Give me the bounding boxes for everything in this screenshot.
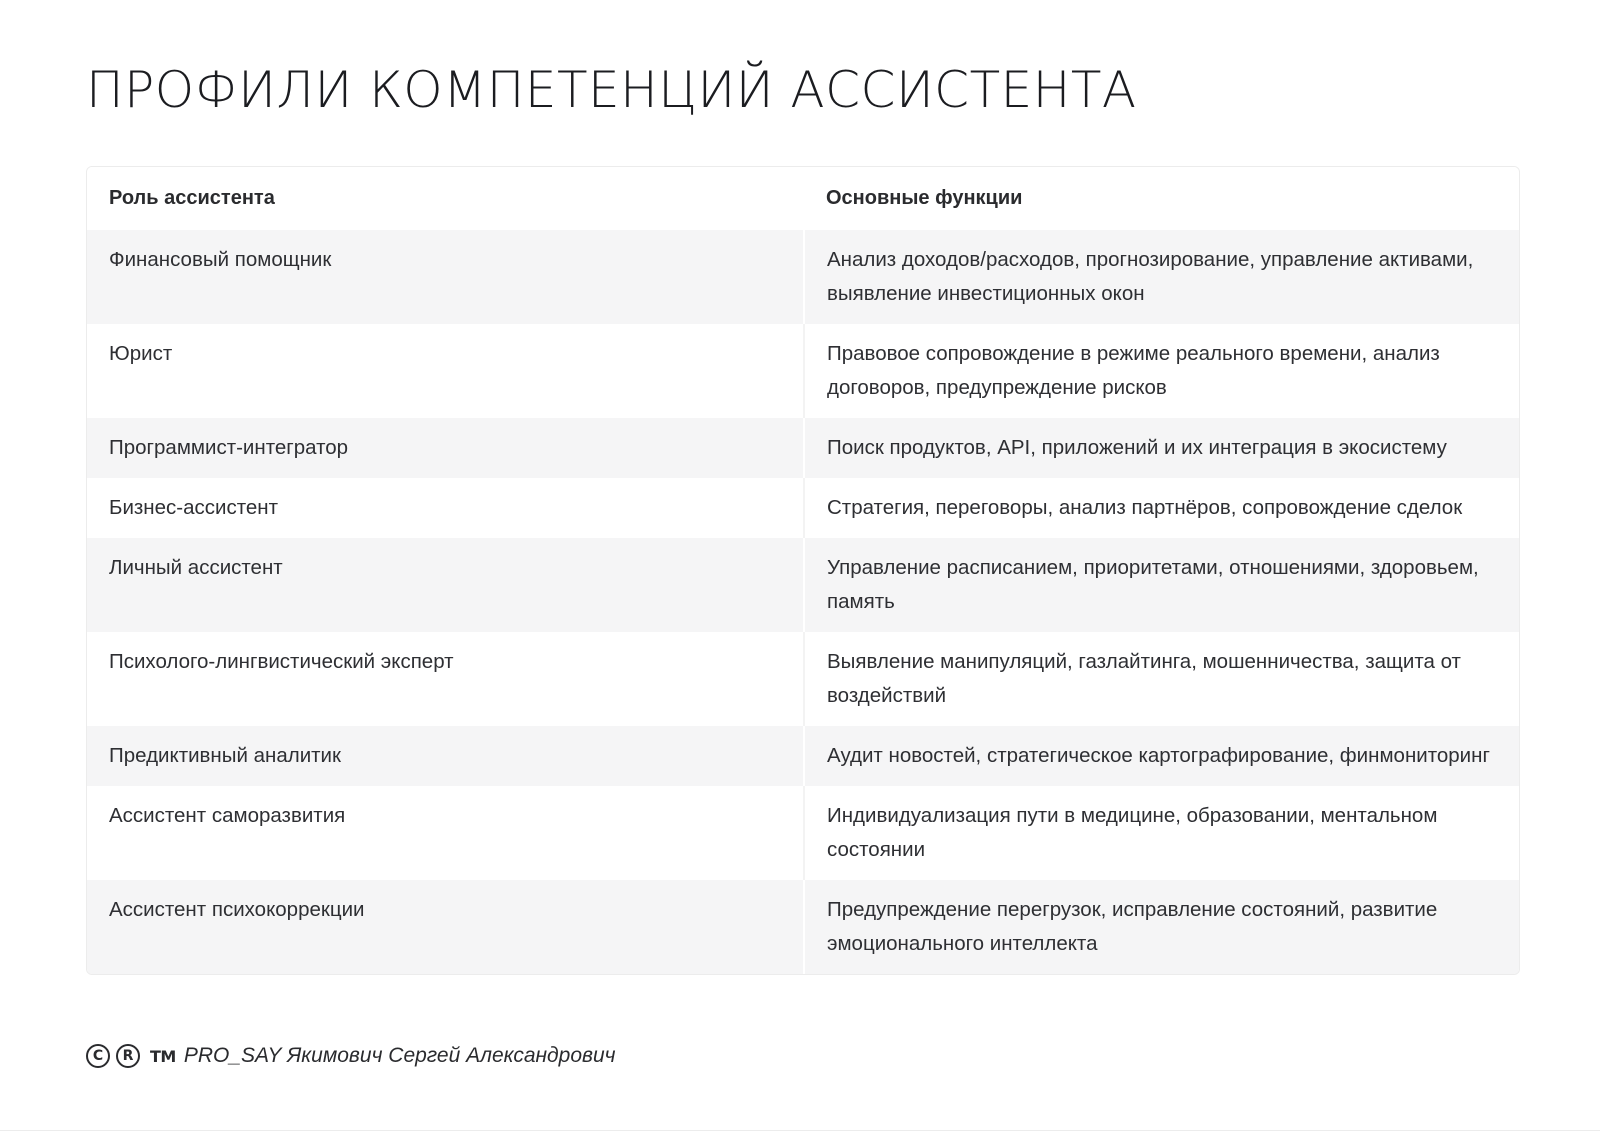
column-header-role: Роль ассистента <box>87 167 804 230</box>
table-row <box>87 478 1520 538</box>
table-row <box>87 786 1520 880</box>
functions-cell: Предупреждение перегрузок, исправление состояний, развитие эмоционального интеллекта <box>804 880 1520 974</box>
trademark-icon: TM <box>150 1046 176 1066</box>
page-title: ПРОФИЛИ КОМПЕТЕНЦИЙ АССИСТЕНТА <box>86 61 1137 119</box>
role-cell: Финансовый помощник <box>87 230 804 324</box>
table-row <box>87 230 1520 324</box>
footer <box>86 1044 616 1068</box>
table-row <box>87 880 1520 974</box>
functions-cell: Правовое сопровождение в режиме реального времени, анализ договоров, предупреждение рисков <box>804 324 1520 418</box>
role-cell: Бизнес-ассистент <box>87 478 804 538</box>
role-cell: Программист-интегратор <box>87 418 804 478</box>
table <box>87 167 1520 974</box>
table-row <box>87 418 1520 478</box>
functions-cell: Выявление манипуляций, газлайтинга, мошенничества, защита от воздействий <box>804 632 1520 726</box>
footer-text: PRO_SAY Якимович Сергей Александрович <box>183 1044 616 1067</box>
role-cell: Ассистент психокоррекции <box>87 880 804 974</box>
copyright-icon: C <box>86 1044 110 1068</box>
functions-cell: Анализ доходов/расходов, прогнозирование, управление активами, выявление инвестиционных окон <box>804 230 1520 324</box>
role-cell: Личный ассистент <box>87 538 804 632</box>
role-cell: Юрист <box>87 324 804 418</box>
bottom-divider <box>0 1130 1600 1131</box>
table-header <box>87 167 1520 230</box>
competency-table <box>86 166 1520 975</box>
table-row <box>87 726 1520 786</box>
role-cell: Предиктивный аналитик <box>87 726 804 786</box>
registered-icon: R <box>116 1044 140 1068</box>
functions-cell: Аудит новостей, стратегическое картографирование, финмониторинг <box>804 726 1520 786</box>
column-header-functions: Основные функции <box>804 167 1520 230</box>
table-row <box>87 538 1520 632</box>
role-cell: Ассистент саморазвития <box>87 786 804 880</box>
table-row <box>87 324 1520 418</box>
functions-cell: Поиск продуктов, API, приложений и их интеграция в экосистему <box>804 418 1520 478</box>
table-body <box>87 230 1520 974</box>
role-cell: Психолого-лингвистический эксперт <box>87 632 804 726</box>
table-row <box>87 632 1520 726</box>
functions-cell: Управление расписанием, приоритетами, отношениями, здоровьем, память <box>804 538 1520 632</box>
functions-cell: Индивидуализация пути в медицине, образовании, ментальном состоянии <box>804 786 1520 880</box>
functions-cell: Стратегия, переговоры, анализ партнёров, сопровождение сделок <box>804 478 1520 538</box>
